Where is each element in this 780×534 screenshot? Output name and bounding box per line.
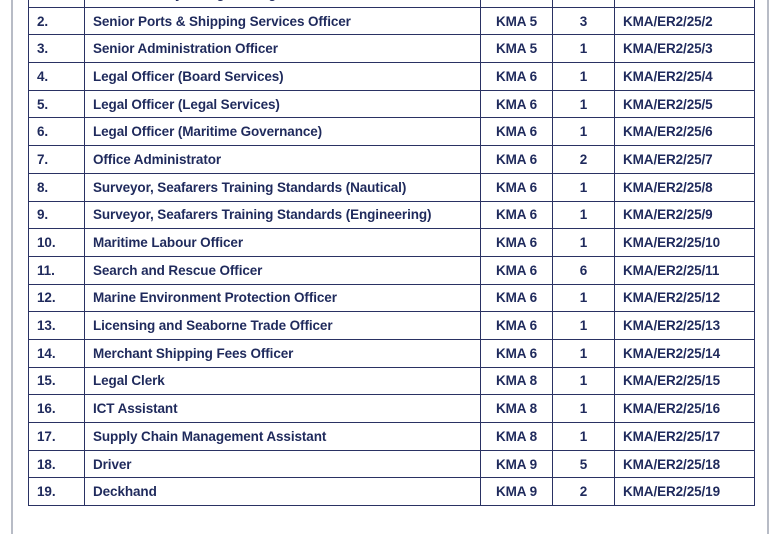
job-title: Legal Clerk xyxy=(85,367,481,395)
reference-number: KMA/ER2/25/6 xyxy=(615,118,755,146)
job-grade: KMA 5 xyxy=(481,7,553,35)
job-title: Marine Environment Protection Officer xyxy=(85,284,481,312)
number-of-posts: 1 xyxy=(553,284,615,312)
number-of-posts: 1 xyxy=(553,423,615,451)
job-title: Senior Administration Officer xyxy=(85,35,481,63)
number-of-posts: 1 xyxy=(553,63,615,91)
job-title: Surveyor, Seafarers Training Standards (Nautical) xyxy=(85,173,481,201)
table-row xyxy=(29,63,755,91)
table-row xyxy=(29,256,755,284)
job-grade: KMA 5 xyxy=(481,35,553,63)
job-title: Office Administrator xyxy=(85,146,481,174)
reference-number: KMA/ER2/25/17 xyxy=(615,423,755,451)
job-grade: KMA 9 xyxy=(481,478,553,506)
job-grade: KMA 6 xyxy=(481,63,553,91)
reference-number: KMA/ER2/25/15 xyxy=(615,367,755,395)
table-row xyxy=(29,423,755,451)
job-grade: KMA 8 xyxy=(481,395,553,423)
reference-number: KMA/ER2/25/4 xyxy=(615,63,755,91)
row-number: 19. xyxy=(29,478,85,506)
table-row xyxy=(29,0,755,7)
job-title: Legal Officer (Maritime Governance) xyxy=(85,118,481,146)
reference-number: KMA/ER2/25/14 xyxy=(615,339,755,367)
table-row xyxy=(29,367,755,395)
number-of-posts: 1 xyxy=(553,312,615,340)
reference-number: KMA/ER2/25/13 xyxy=(615,312,755,340)
reference-number: KMA/ER2/25/18 xyxy=(615,450,755,478)
table-row xyxy=(29,450,755,478)
job-title: Maritime Labour Officer xyxy=(85,229,481,257)
job-grade: KMA 6 xyxy=(481,339,553,367)
number-of-posts: 1 xyxy=(553,367,615,395)
job-grade: KMA 6 xyxy=(481,118,553,146)
table-row xyxy=(29,90,755,118)
row-number: 7. xyxy=(29,146,85,174)
table-row xyxy=(29,395,755,423)
row-number: 9. xyxy=(29,201,85,229)
job-grade: KMA 6 xyxy=(481,173,553,201)
reference-number: KMA/ER2/25/12 xyxy=(615,284,755,312)
reference-number: KMA/ER2/25/9 xyxy=(615,201,755,229)
job-grade xyxy=(481,0,553,7)
table-row xyxy=(29,229,755,257)
table-row xyxy=(29,7,755,35)
row-number: 12. xyxy=(29,284,85,312)
row-number: 11. xyxy=(29,256,85,284)
number-of-posts: 1 xyxy=(553,90,615,118)
reference-number: KMA/ER2/25/5 xyxy=(615,90,755,118)
number-of-posts: 3 xyxy=(553,7,615,35)
reference-number: KMA/ER2/25/3 xyxy=(615,35,755,63)
job-title xyxy=(85,0,481,7)
number-of-posts: 1 xyxy=(553,395,615,423)
table-row xyxy=(29,284,755,312)
table-row xyxy=(29,478,755,506)
job-title: Driver xyxy=(85,450,481,478)
reference-number: KMA/ER2/25/10 xyxy=(615,229,755,257)
table-row xyxy=(29,146,755,174)
row-number: 8. xyxy=(29,173,85,201)
row-number: 16. xyxy=(29,395,85,423)
job-title: Licensing and Seaborne Trade Officer xyxy=(85,312,481,340)
number-of-posts: 1 xyxy=(553,229,615,257)
number-of-posts: 5 xyxy=(553,450,615,478)
row-number: 2. xyxy=(29,7,85,35)
row-number: 10. xyxy=(29,229,85,257)
table-row xyxy=(29,118,755,146)
row-number: 15. xyxy=(29,367,85,395)
table-row xyxy=(29,312,755,340)
reference-number: KMA/ER2/25/7 xyxy=(615,146,755,174)
row-number: 5. xyxy=(29,90,85,118)
job-title: Legal Officer (Legal Services) xyxy=(85,90,481,118)
reference-number: KMA/ER2/25/11 xyxy=(615,256,755,284)
row-number: 17. xyxy=(29,423,85,451)
job-grade: KMA 6 xyxy=(481,146,553,174)
job-title: Surveyor, Seafarers Training Standards (Engineering) xyxy=(85,201,481,229)
number-of-posts: 2 xyxy=(553,478,615,506)
job-grade: KMA 8 xyxy=(481,423,553,451)
job-grade: KMA 8 xyxy=(481,367,553,395)
number-of-posts: 1 xyxy=(553,201,615,229)
job-title: Legal Officer (Board Services) xyxy=(85,63,481,91)
reference-number: KMA/ER2/25/8 xyxy=(615,173,755,201)
number-of-posts: 1 xyxy=(553,173,615,201)
table-row xyxy=(29,201,755,229)
row-number: 13. xyxy=(29,312,85,340)
job-title: Search and Rescue Officer xyxy=(85,256,481,284)
job-title: ICT Assistant xyxy=(85,395,481,423)
row-number: 6. xyxy=(29,118,85,146)
table-row xyxy=(29,35,755,63)
job-grade: KMA 6 xyxy=(481,284,553,312)
job-grade: KMA 6 xyxy=(481,312,553,340)
row-number xyxy=(29,0,85,7)
row-number: 18. xyxy=(29,450,85,478)
reference-number: KMA/ER2/25/16 xyxy=(615,395,755,423)
reference-number: KMA/ER2/25/19 xyxy=(615,478,755,506)
job-title: Senior Ports & Shipping Services Officer xyxy=(85,7,481,35)
job-grade: KMA 6 xyxy=(481,90,553,118)
row-number: 3. xyxy=(29,35,85,63)
job-title: Supply Chain Management Assistant xyxy=(85,423,481,451)
reference-number xyxy=(615,0,755,7)
job-grade: KMA 6 xyxy=(481,256,553,284)
number-of-posts: 1 xyxy=(553,35,615,63)
number-of-posts: 6 xyxy=(553,256,615,284)
job-grade: KMA 6 xyxy=(481,229,553,257)
number-of-posts: 2 xyxy=(553,146,615,174)
table-row xyxy=(29,339,755,367)
row-number: 14. xyxy=(29,339,85,367)
table-row xyxy=(29,173,755,201)
job-grade: KMA 9 xyxy=(481,450,553,478)
number-of-posts: 1 xyxy=(553,339,615,367)
number-of-posts: 1 xyxy=(553,118,615,146)
row-number: 4. xyxy=(29,63,85,91)
reference-number: KMA/ER2/25/2 xyxy=(615,7,755,35)
job-grade: KMA 6 xyxy=(481,201,553,229)
number-of-posts xyxy=(553,0,615,7)
job-title: Deckhand xyxy=(85,478,481,506)
job-title: Merchant Shipping Fees Officer xyxy=(85,339,481,367)
vacancies-table xyxy=(28,0,755,506)
